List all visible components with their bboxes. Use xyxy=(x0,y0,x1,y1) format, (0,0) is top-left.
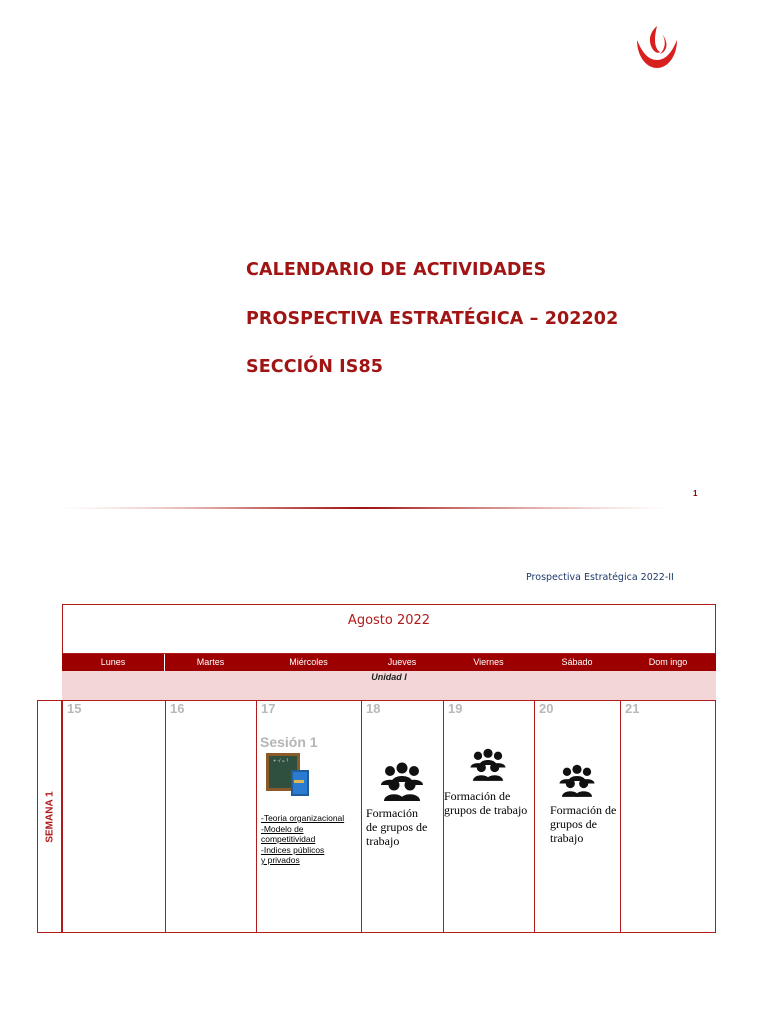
group-people-icon xyxy=(378,761,426,803)
day-cell-21 xyxy=(620,700,716,933)
day-cell-15 xyxy=(62,700,166,933)
topic-line: competitividad xyxy=(261,834,316,844)
topic-line: -Indices públicos xyxy=(261,844,325,855)
day-cell-18 xyxy=(361,700,444,933)
section-title: SECCIÓN IS85 xyxy=(246,357,384,377)
date-number: 20 xyxy=(539,701,554,716)
activity-text-saturday: Formación de grupos de trabajo xyxy=(550,803,617,845)
date-number: 21 xyxy=(625,701,640,716)
document-title: CALENDARIO DE ACTIVIDADES xyxy=(246,260,547,280)
activity-text-friday: Formación de grupos de trabajo xyxy=(444,789,528,817)
day-cell-17 xyxy=(256,700,362,933)
day-header-miercoles: Miércoles xyxy=(256,654,361,671)
course-title: PROSPECTIVA ESTRATÉGICA – 202202 xyxy=(246,309,619,329)
activity-text-thursday: Formación de grupos de trabajo xyxy=(366,806,428,848)
day-cell-20 xyxy=(534,700,621,933)
week-label-cell xyxy=(37,700,62,933)
day-header-jueves: Jueves xyxy=(361,654,443,671)
day-header-lunes: Lunes xyxy=(62,654,164,671)
month-label: Agosto 2022 xyxy=(347,613,431,628)
topic-line: -Teoria organizacional xyxy=(261,813,345,823)
calendar-month-header xyxy=(62,604,716,654)
running-header: Prospectiva Estratégica 2022-II xyxy=(526,572,674,583)
university-logo xyxy=(632,22,682,72)
date-number: 17 xyxy=(261,701,276,716)
topic-line: -Modelo de xyxy=(261,823,304,834)
unit-row xyxy=(62,671,716,700)
day-header-sabado: Sábado xyxy=(534,654,620,671)
day-header-domingo: Dom ingo xyxy=(620,654,716,671)
session-topics xyxy=(261,813,344,866)
day-header-viernes: Viernes xyxy=(443,654,534,671)
topic-line: y privados xyxy=(261,855,300,865)
divider-line xyxy=(54,506,670,510)
svg-text:+ -/ = ?: + -/ = ? xyxy=(273,758,289,763)
group-people-icon xyxy=(468,747,508,783)
session-label: Sesión 1 xyxy=(260,734,318,750)
chalkboard-books-icon xyxy=(265,752,311,798)
unit-label: Unidad I xyxy=(371,672,407,682)
date-number: 19 xyxy=(448,701,463,716)
group-people-icon xyxy=(557,763,597,799)
day-header-martes: Martes xyxy=(165,654,256,671)
day-cell-19 xyxy=(443,700,535,933)
week-label: SEMANA 1 xyxy=(44,790,55,843)
date-number: 18 xyxy=(366,701,381,716)
page-number: 1 xyxy=(693,489,698,498)
date-number: 15 xyxy=(67,701,82,716)
day-cell-16 xyxy=(165,700,257,933)
date-number: 16 xyxy=(170,701,185,716)
